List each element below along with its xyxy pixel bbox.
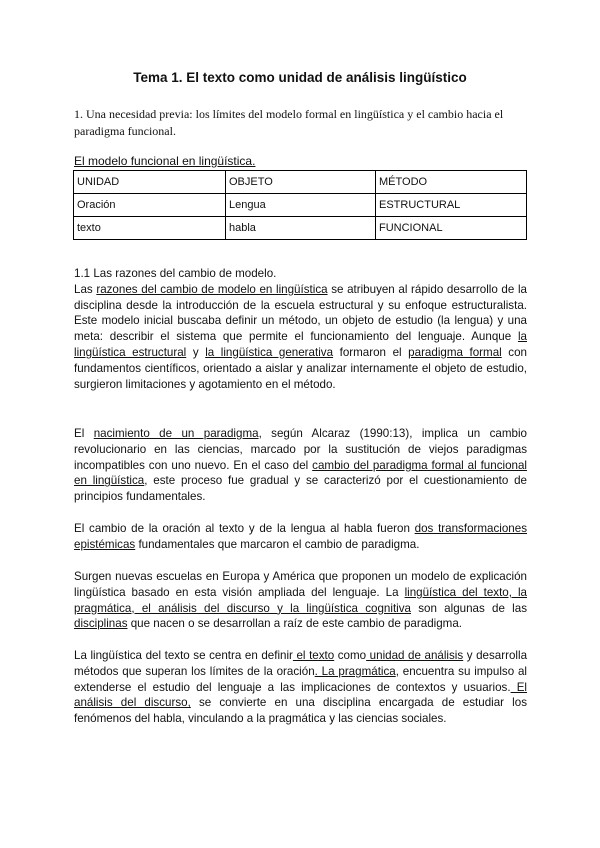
header-cell-metodo: MÉTODO: [376, 171, 527, 194]
text-run: , este proceso fue gradual y se caracterizó por el cuestionamiento de principios fundamentales.: [74, 474, 528, 504]
table-header-row: [74, 171, 527, 194]
underlined-term: disciplinas: [74, 617, 128, 631]
underlined-term: la lingüística generativa: [205, 345, 334, 359]
text-run: formaron el: [333, 345, 409, 359]
text-run: como: [334, 649, 367, 662]
paragraph-5: [74, 648, 527, 727]
paragraph-1: [74, 266, 527, 392]
paragraph-2: [74, 426, 527, 505]
text-run: que nacen o se desarrollan a raíz de este cambio de paradigma.: [127, 617, 462, 631]
table-cell: FUNCIONAL: [376, 217, 527, 240]
table-row: [74, 217, 527, 240]
section-intro: 1. Una necesidad previa: los límites del modelo formal en lingüística y el cambio hacia el paradigma funcional.: [74, 107, 504, 138]
table-cell: Oración: [74, 194, 226, 217]
table-cell: Lengua: [226, 194, 376, 217]
table-caption: El modelo funcional en lingüística.: [74, 154, 256, 168]
underlined-term: lingüística del texto, la pragmática, el análisis del discurso y la lingüística cognitiva: [74, 585, 527, 615]
paragraph-3: [74, 521, 527, 553]
text-run: y: [186, 345, 206, 359]
text-run: La lingüística del texto se centra en definir: [74, 649, 293, 662]
section-heading: 1.1 Las razones del cambio de modelo.: [74, 267, 277, 280]
text-run: se convierte en una disciplina encargada de estudiar los fenómenos del habla, vinculando a la pragmática y las ciencias sociales.: [74, 696, 527, 726]
underlined-term: la lingüística estructural: [74, 330, 527, 359]
table-cell: texto: [74, 217, 226, 240]
paragraph-4: [74, 569, 527, 632]
underlined-term: nacimiento de un paradigma: [93, 427, 259, 440]
underlined-term: paradigma formal: [408, 345, 502, 359]
text-run: fundamentales que marcaron el cambio de paradigma.: [135, 537, 420, 551]
underlined-term: unidad de análisis: [366, 649, 464, 662]
text-run: son algunas de las: [411, 601, 527, 615]
underlined-term: cambio del paradigma formal al funcional en lingüística: [74, 458, 527, 488]
text-run: , encuentra su impulso al extenderse el estudio del lenguaje a las implicaciones de contextos y usuarios.: [74, 664, 527, 694]
text-run: El cambio de la oración al texto y de la lengua al habla fueron: [74, 522, 415, 535]
text-run: El: [74, 427, 94, 440]
table-cell: habla: [226, 217, 376, 240]
underlined-term: el texto: [292, 649, 335, 662]
text-run: , según Alcaraz (1990:13), implica un cambio revolucionario en las ciencias, marcado por la sustitución de viejos paradigmas incompatibles con uno nuevo. En el caso del: [74, 427, 527, 472]
header-cell-objeto: OBJETO: [226, 171, 376, 194]
underlined-term: dos transformaciones epistémicas: [74, 522, 527, 551]
table-cell: ESTRUCTURAL: [376, 194, 527, 217]
text-run: Surgen nuevas escuelas en Europa y América que proponen un modelo de explicación lingüística basado en esta visión ampliada del lenguaje. La: [74, 570, 527, 599]
model-table: [73, 170, 527, 240]
text-run: Las: [74, 282, 97, 296]
text-run: se atribuyen al rápido desarrollo de la disciplina desde la introducción de la escuela estructural y su enfoque estructuralista. Este modelo inicial buscaba definir un método, un objeto de estudio (la lengua) y una meta: describir el sistema que permite el funcionamiento del lenguaje. Aunque: [74, 282, 527, 344]
text-run: y desarrolla métodos que superan los límites de la oración: [74, 649, 528, 678]
text-run: con fundamentos científicos, orientado a aislar y analizar internamente el objeto de estudio, surgieron limitaciones y agotamiento en el método.: [74, 345, 527, 391]
table-row: [74, 194, 527, 217]
page-title: Tema 1. El texto como unidad de análisis lingüístico: [133, 70, 467, 85]
underlined-term: razones del cambio de modelo en lingüística: [96, 282, 328, 296]
underlined-term: . La pragmática: [314, 664, 396, 678]
underlined-term: El análisis del discurso,: [74, 680, 528, 710]
header-cell-unidad: UNIDAD: [74, 171, 226, 194]
